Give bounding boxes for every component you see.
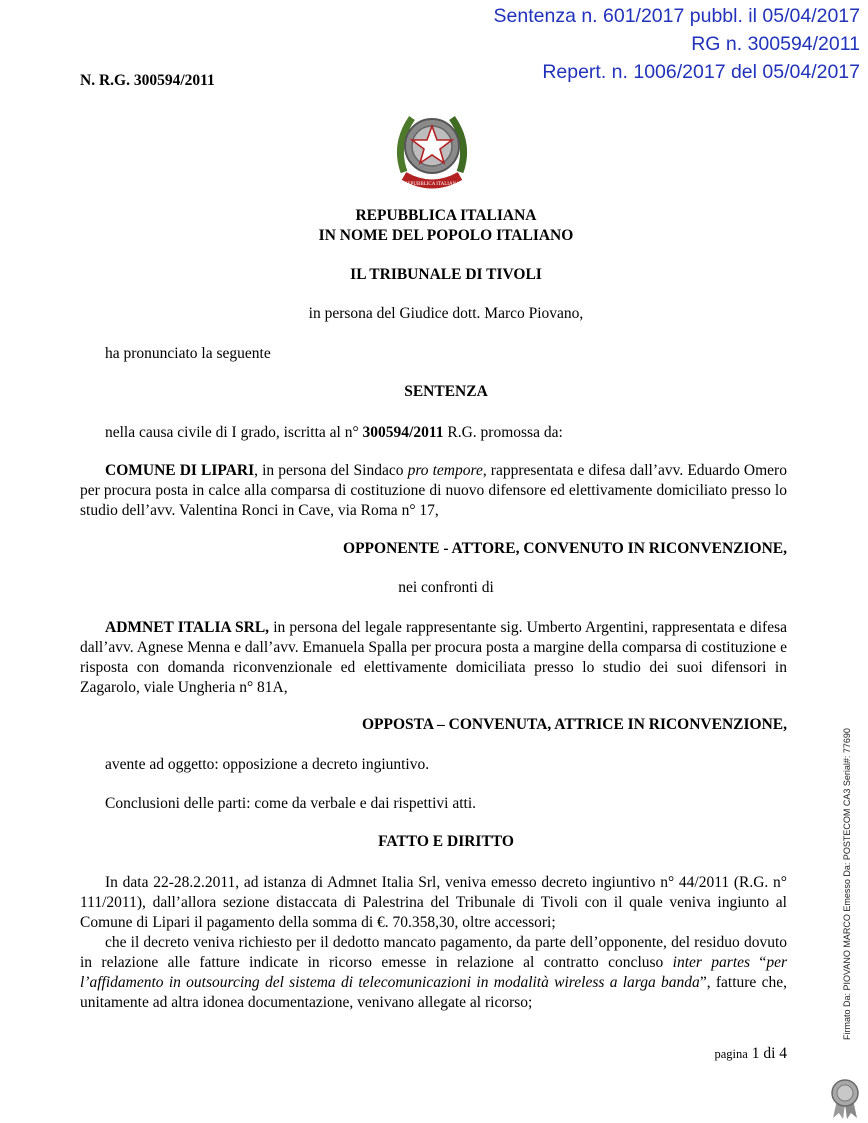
subject-line: avente ad oggetto: opposizione a decreto ingiuntivo.	[105, 756, 430, 773]
italian-republic-emblem	[390, 104, 474, 194]
opponent-name: COMUNE DI LIPARI	[105, 462, 255, 479]
opposed-role: OPPOSTA – CONVENUTA, ATTRICE IN RICONVENZIONE,	[361, 716, 787, 733]
causa-line: nella causa civile di I grado, iscritta al n° 300594/2011 R.G. promossa da:	[105, 424, 563, 441]
court-name: IL TRIBUNALE DI TIVOLI	[350, 266, 542, 283]
causa-number: 300594/2011	[362, 424, 444, 441]
title-people: IN NOME DEL POPOLO ITALIANO	[318, 227, 574, 244]
title-republic: REPUBBLICA ITALIANA	[355, 207, 537, 224]
section-title: FATTO E DIRITTO	[378, 833, 514, 850]
publication-stamp	[494, 2, 860, 86]
stamp-rg-line: RG n. 300594/2011	[691, 33, 860, 55]
versus-line: nei confronti di	[398, 579, 494, 596]
signature-seal-icon	[828, 1078, 862, 1120]
stamp-sentenza-line: Sentenza n. 601/2017 pubbl. il 05/04/2017	[493, 5, 860, 27]
pronounced-line: ha pronunciato la seguente	[105, 345, 271, 362]
opponent-role: OPPONENTE - ATTORE, CONVENUTO IN RICONVENZIONE,	[343, 540, 787, 557]
emblem-ribbon-text: REPUBBLICA ITALIANA	[404, 182, 460, 187]
judge-line: in persona del Giudice dott. Marco Piovano,	[308, 305, 584, 322]
sentenza-heading: SENTENZA	[404, 383, 488, 400]
rg-number: N. R.G. 300594/2011	[80, 72, 215, 89]
opponent-paragraph: COMUNE DI LIPARI, in persona del Sindaco pro tempore, rappresentata e difesa dall’avv. Eduardo Omero per procura posta in calce alla comparsa di costituzione di nuovo difensore ed elettivamente domiciliato presso lo studio dell’avv. Valentina Ronci in Cave, via Roma n° 17,	[80, 462, 787, 519]
facts-paragraph-1: In data 22-28.2.2011, ad istanza di Admnet Italia Srl, veniva emesso decreto ingiuntivo n° 44/2011 (R.G. n° 111/2011), dall’allora sezione distaccata di Palestrina del Tribunale di Tivoli con il quale veniva ingiunto al Comune di Lipari il pagamento della somma di €. 70.358,30, oltre accessori;	[80, 874, 787, 931]
facts-paragraph-2: che il decreto veniva richiesto per il dedotto mancato pagamento, da parte dell’opponente, del residuo dovuto in relazione alle fatture indicate in ricorso emesse in relazione al contratto concluso inter partes “per l’affidamento in outsourcing del sistema di telecomunicazioni in modalità wireless a larga banda”, fatture che, unitamente ad altra idonea documentazione, venivano allegate al ricorso;	[80, 934, 787, 1011]
page-number: pagina 1 di 4	[714, 1045, 787, 1062]
opposed-paragraph: ADMNET ITALIA SRL, in persona del legale rappresentante sig. Umberto Argentini, rappresentata e difesa dall’avv. Agnese Menna e dall’avv. Emanuela Spalla per procura posta a margine della comparsa di costituzione e risposta con domanda riconvenzionale ed elettivamente domiciliata presso lo studio dei suoi difensori in Zagarolo, viale Ungheria n° 81A,	[80, 619, 787, 696]
digital-signature-text: Firmato Da: PIOVANO MARCO Emesso Da: POSTECOM CA3 Serial#: 77690	[842, 728, 852, 1040]
stamp-repert-line: Repert. n. 1006/2017 del 05/04/2017	[542, 61, 860, 83]
conclusions-line: Conclusioni delle parti: come da verbale e dai rispettivi atti.	[105, 795, 477, 812]
opposed-name: ADMNET ITALIA SRL,	[105, 619, 270, 636]
